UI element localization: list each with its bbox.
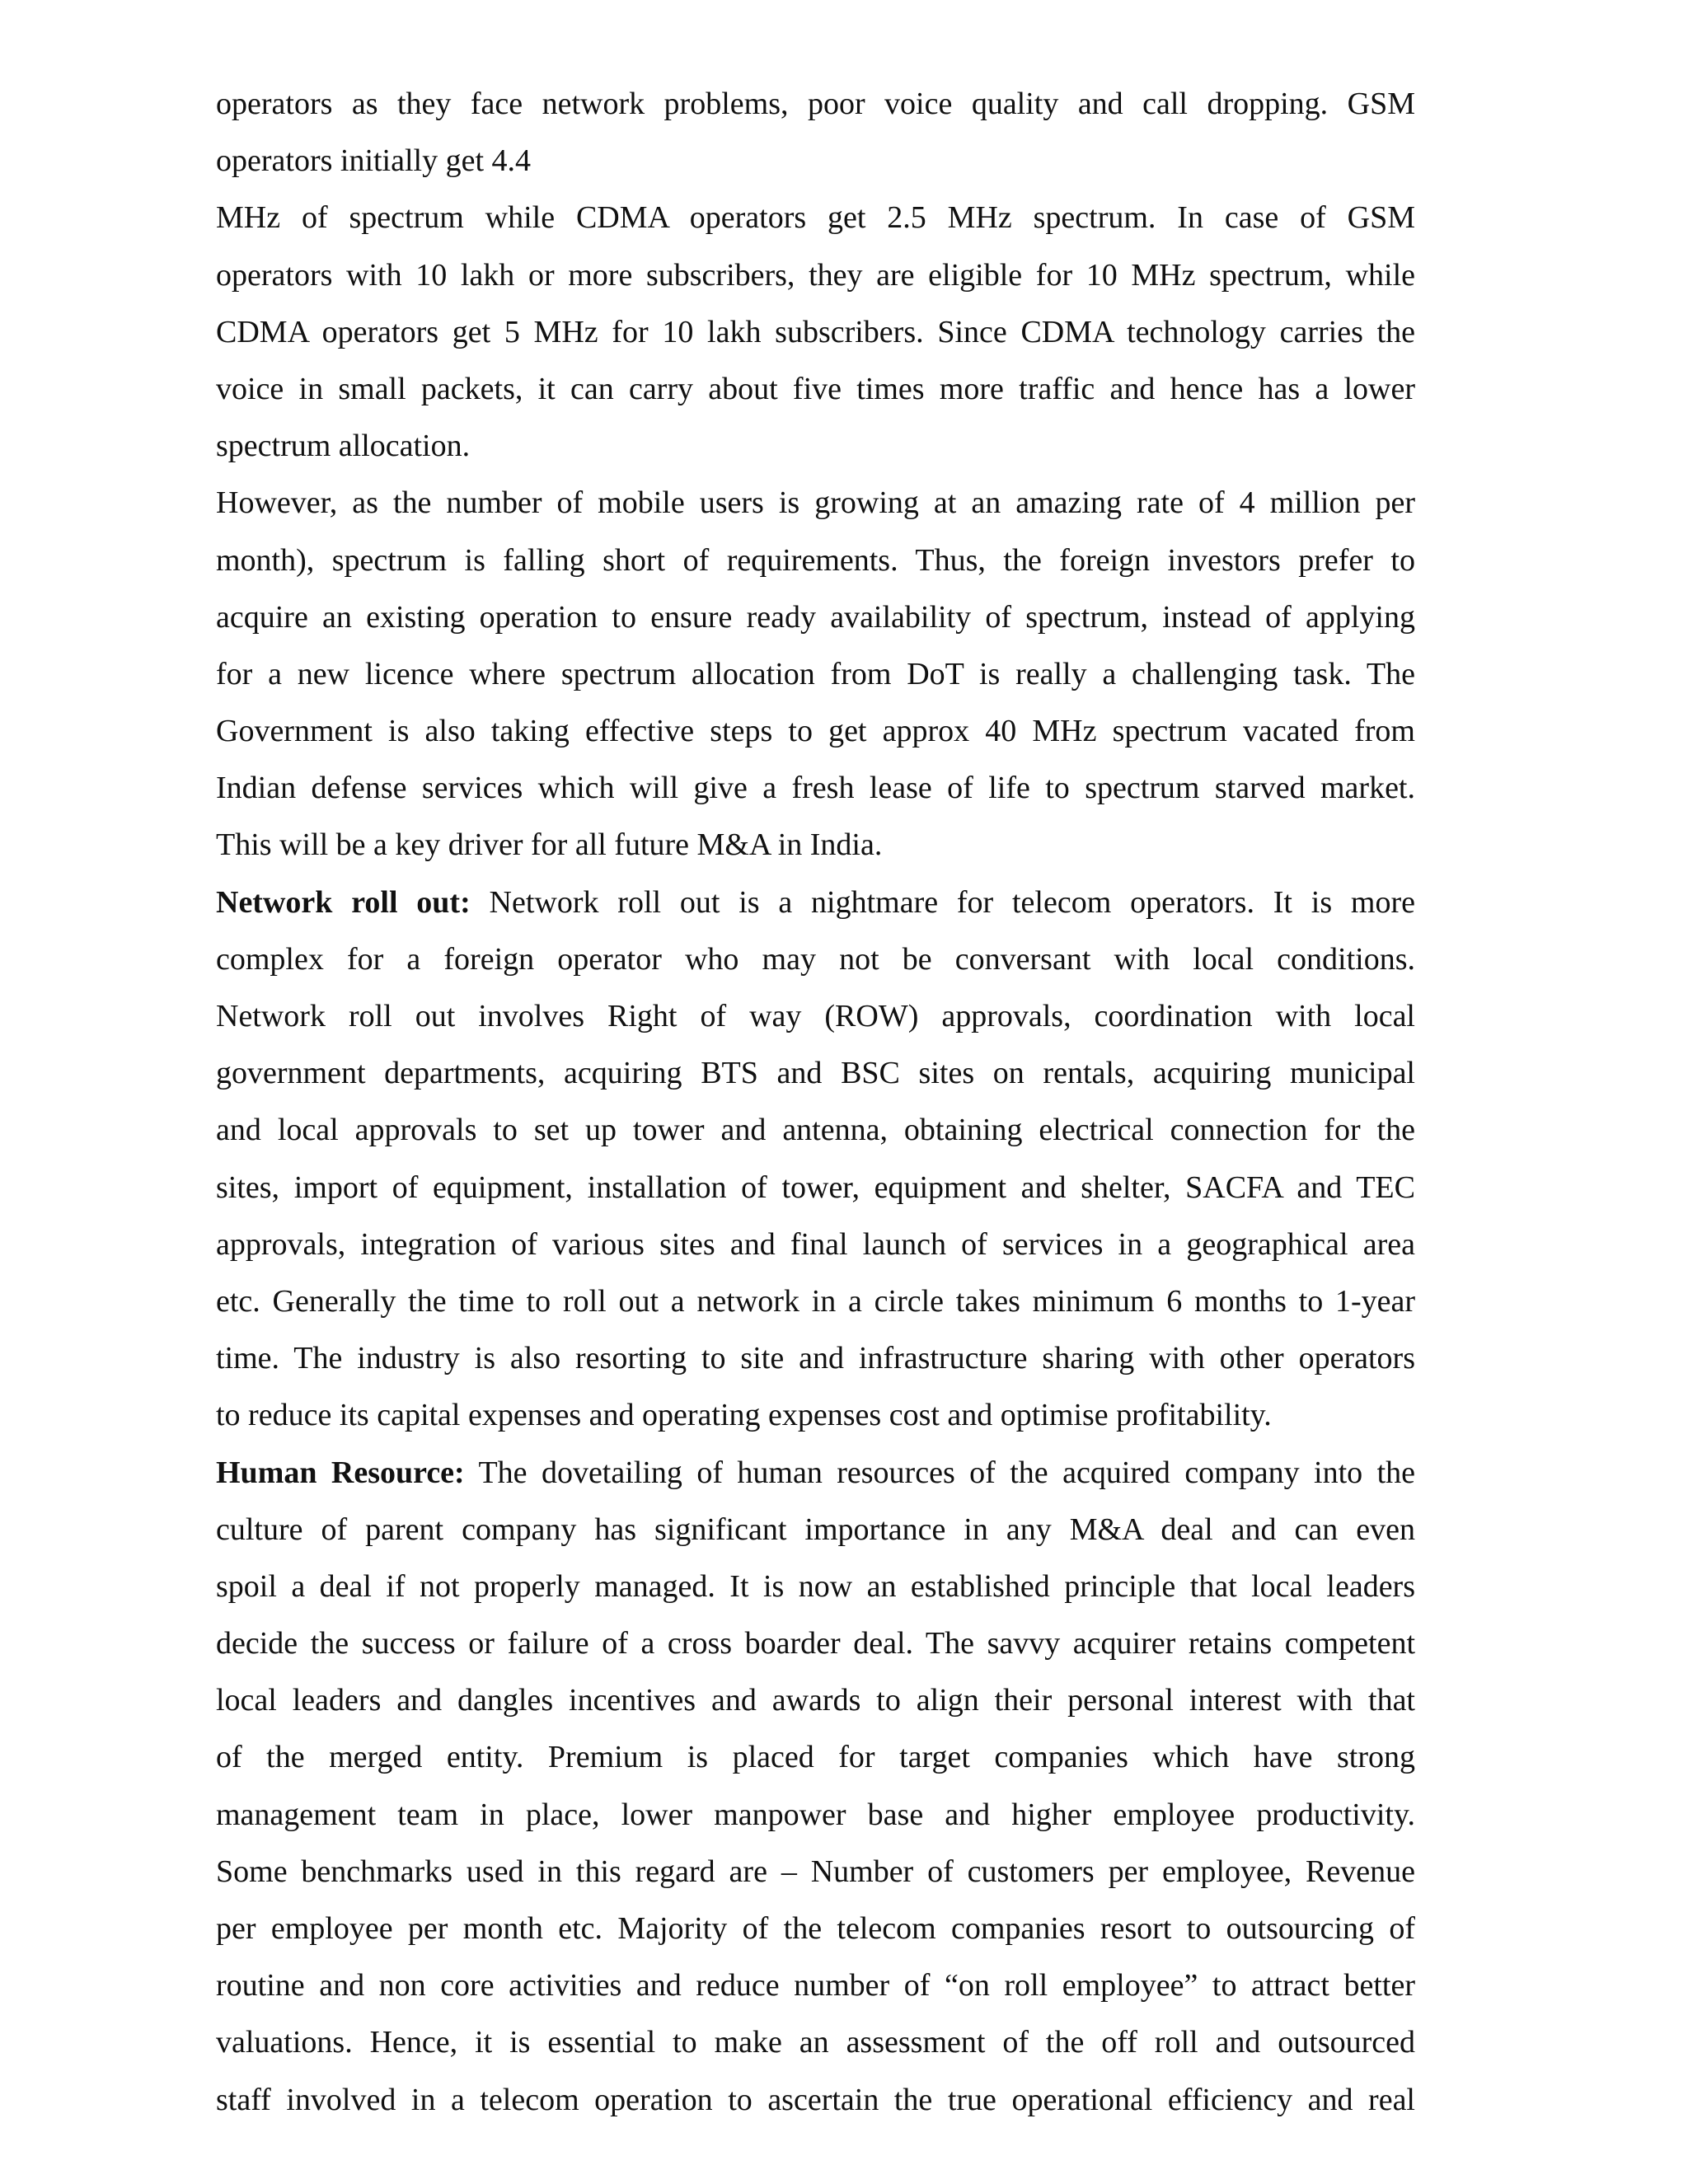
line-text: Network roll out is a nightmare for telecom operators. It is more — [470, 884, 1415, 920]
paragraph-p4 — [216, 874, 1415, 1445]
text-line: However, as the number of mobile users is growing at an amazing rate of 4 million per — [216, 485, 1415, 521]
text-line: and local approvals to set up tower and antenna, obtaining electrical connection for the — [216, 1113, 1415, 1148]
paragraph-p3 — [216, 475, 1415, 874]
text-line: complex for a foreign operator who may not be conversant with local conditions. — [216, 941, 1415, 977]
text-line: operators with 10 lakh or more subscribers, they are eligible for 10 MHz spectrum, while — [216, 257, 1415, 293]
text-line: management team in place, lower manpower base and higher employee productivity. — [216, 1797, 1415, 1832]
text-line: local leaders and dangles incentives and awards to align their personal interest with that — [216, 1683, 1415, 1718]
text-line — [216, 1445, 1415, 1502]
paragraph-p5 — [216, 1445, 1415, 2129]
section-heading: Network roll out: — [216, 884, 471, 920]
paragraph-p2 — [216, 190, 1415, 475]
text-line: operators as they face network problems, poor voice quality and call dropping. GSM — [216, 87, 1415, 121]
text-line: government departments, acquiring BTS and BSC sites on rentals, acquiring municipal — [216, 1056, 1415, 1091]
text-line: of the merged entity. Premium is placed for target companies which have strong — [216, 1740, 1415, 1775]
text-line: per employee per month etc. Majority of the telecom companies resort to outsourcing of — [216, 1911, 1415, 1946]
text-line: This will be a key driver for all future M&A in India. — [216, 827, 883, 863]
text-line: MHz of spectrum while CDMA operators get 2.5 MHz spectrum. In case of GSM — [216, 200, 1415, 236]
text-line: for a new licence where spectrum allocation from DoT is really a challenging task. The — [216, 656, 1415, 691]
text-line: acquire an existing operation to ensure ready availability of spectrum, instead of applying — [216, 599, 1415, 635]
paragraph-p1 — [216, 76, 1415, 190]
text-line: routine and non core activities and reduce number of “on roll employee” to attract better — [216, 1968, 1415, 2004]
section-heading: Human Resource: — [216, 1455, 465, 1490]
document-page — [216, 76, 1415, 2129]
text-line: decide the success or failure of a cross boarder deal. The savvy acquirer retains competent — [216, 1626, 1415, 1661]
text-line: to reduce its capital expenses and operating expenses cost and optimise profitability. — [216, 1398, 1272, 1433]
text-line: month), spectrum is falling short of requirements. Thus, the foreign investors prefer to — [216, 542, 1415, 578]
text-line: Network roll out involves Right of way (ROW) approvals, coordination with local — [216, 999, 1415, 1033]
text-line: etc. Generally the time to roll out a network in a circle takes minimum 6 months to 1-year — [216, 1283, 1415, 1319]
text-line: Some benchmarks used in this regard are – Number of customers per employee, Revenue — [216, 1854, 1415, 1889]
text-line: approvals, integration of various sites and final launch of services in a geographical area — [216, 1226, 1415, 1262]
body-text — [216, 76, 1415, 2129]
text-line: spectrum allocation. — [216, 429, 471, 464]
text-line: spoil a deal if not properly managed. It is now an established principle that local leaders — [216, 1568, 1415, 1604]
text-line — [216, 874, 1415, 931]
text-line: valuations. Hence, it is essential to make an assessment of the off roll and outsourced — [216, 2025, 1415, 2060]
text-line: culture of parent company has significant importance in any M&A deal and can even — [216, 1511, 1415, 1547]
text-line: Government is also taking effective steps to get approx 40 MHz spectrum vacated from — [216, 714, 1415, 749]
text-line: sites, import of equipment, installation of tower, equipment and shelter, SACFA and TEC — [216, 1169, 1415, 1205]
text-line: time. The industry is also resorting to site and infrastructure sharing with other operators — [216, 1341, 1415, 1376]
text-line: Indian defense services which will give a fresh lease of life to spectrum starved market. — [216, 771, 1415, 806]
line-text: The dovetailing of human resources of the acquired company into the — [464, 1455, 1415, 1490]
text-line: staff involved in a telecom operation to ascertain the true operational efficiency and real — [216, 2082, 1415, 2117]
text-line: operators initially get 4.4 — [216, 143, 532, 179]
text-line: voice in small packets, it can carry about five times more traffic and hence has a lower — [216, 371, 1415, 406]
text-line: CDMA operators get 5 MHz for 10 lakh subscribers. Since CDMA technology carries the — [216, 314, 1415, 349]
